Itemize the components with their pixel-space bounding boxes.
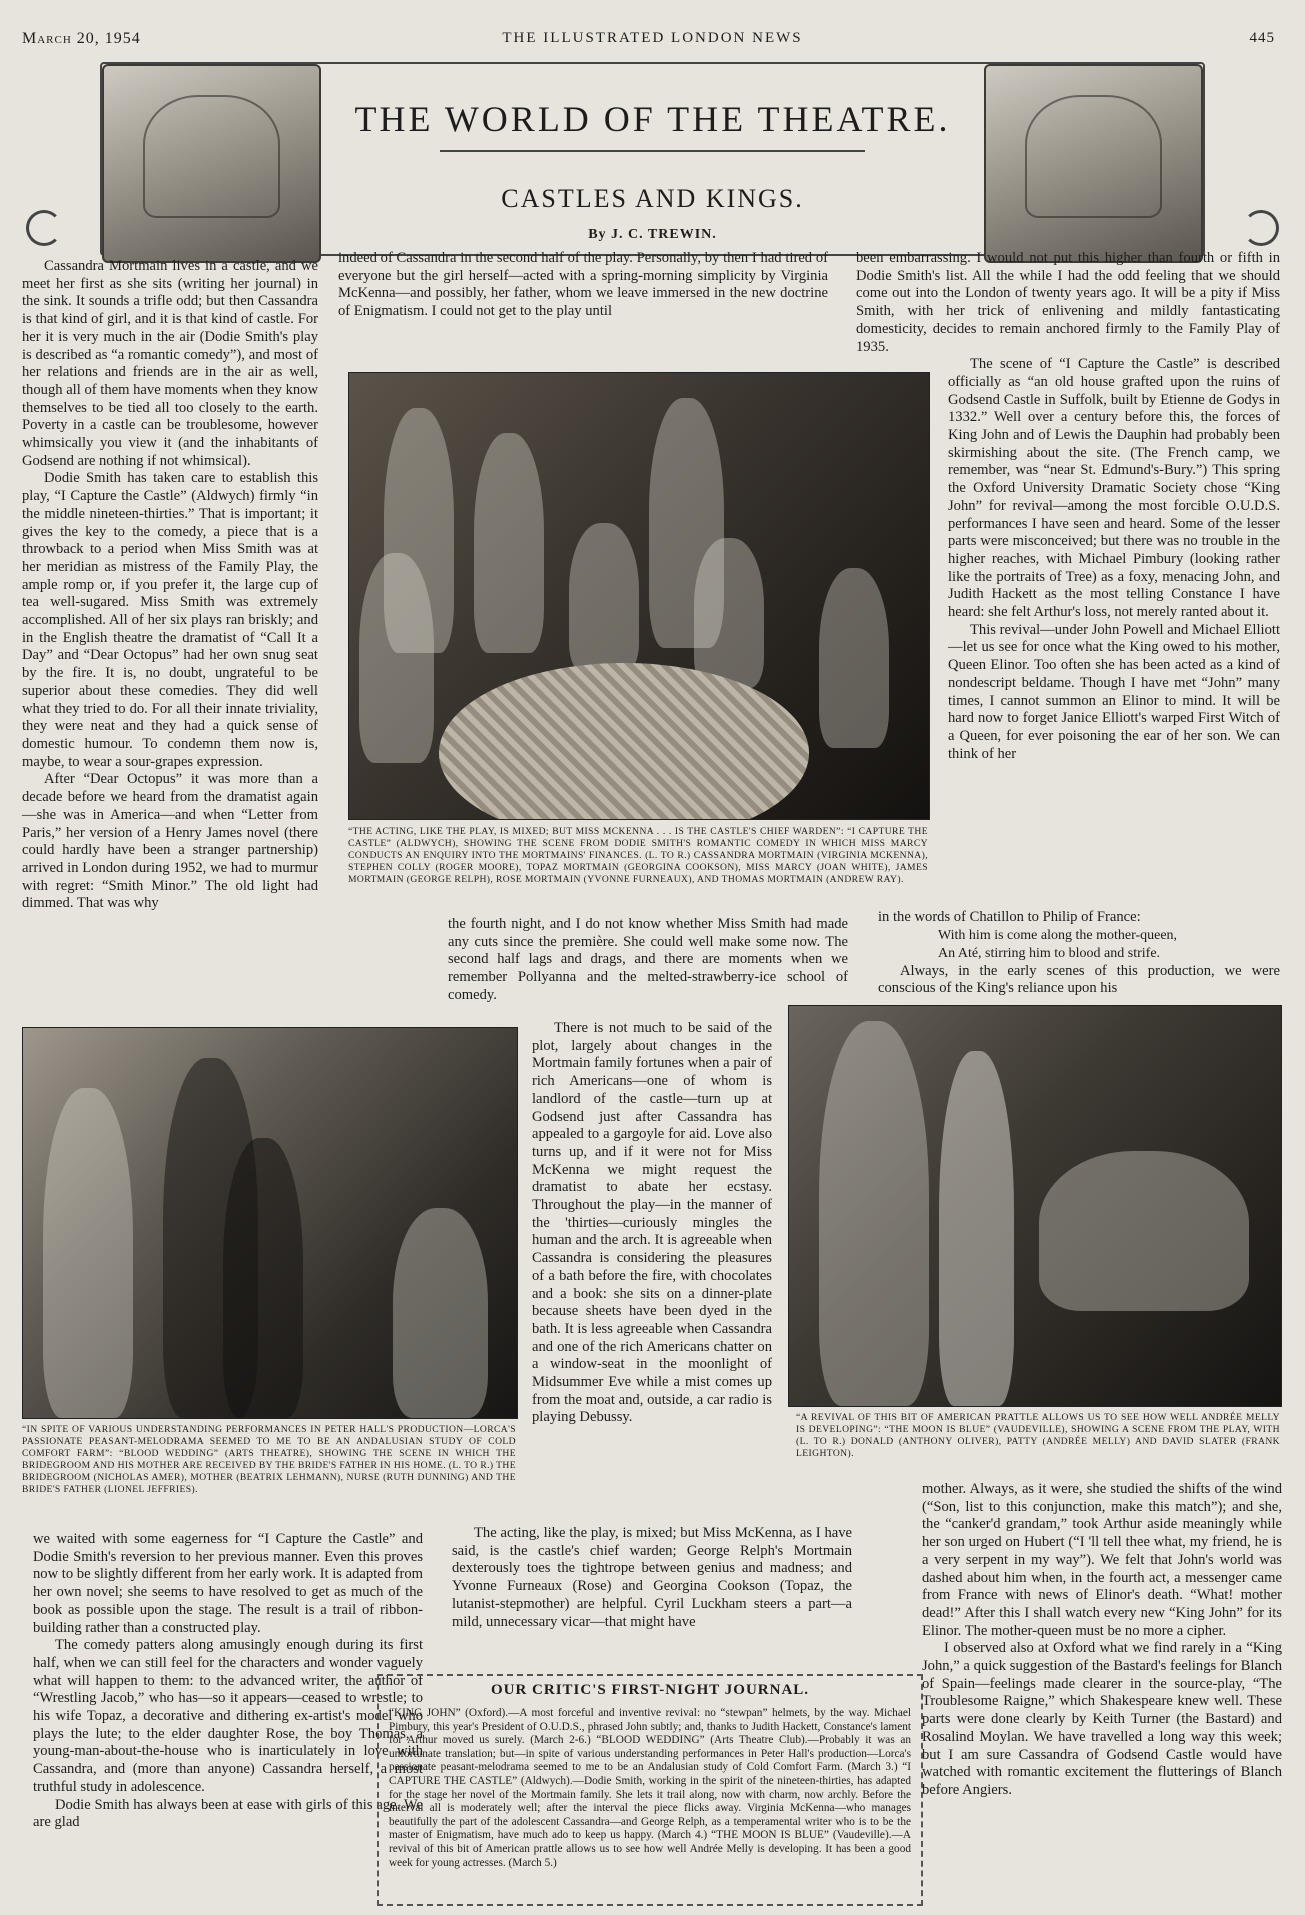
actor-figure: [819, 1021, 929, 1406]
ornamental-rule: [440, 150, 865, 152]
paragraph: After “Dear Octopus” it was more than a decade before we heard from the dramatist again—she was in America—and when “Letter from Paris,” her version of a Henry James novel (there could hardly have been a stranger partnership) arrived in London during 1952, we had to murmur with regret: “Smith Minor.” The old light had dimmed. That was why: [22, 771, 318, 912]
journal-text: “KING JOHN” (Oxford).—A most forceful and inventive revival: no “stewpan” helmets, by the way. Michael Pimbury, this year's President of O.U.D.S., phrased John subtly; and, thanks to Judith Hackett, Constance's lament for Arthur moved us surely. (March 2-6.) “BLOOD WEDDING” (Arts Theatre Club).—Probably it was an unfortunate translation; but—in spite of various understanding performances in Peter Hall's production—Lorca's passionate peasant-melodrama seemed to me to be an Andalusian study of Cold Comfort Farm. (March 3.) “I CAPTURE THE CASTLE” (Aldwych).—Dodie Smith, working in the spirit of the nineteen-thirties, has adapted for the stage her novel of the Mortmain family. She lets it trail along, now with charm, now archly. Before the interval all is moderately well; after the interval the piece flicks away. Virginia McKenna—who manages beautifully the part of the adolescent Cassandra—and George Relph, as a temperamental writer who is to be the master of Enigmatism, have much ado to keep us happy. (March 4.) “THE MOON IS BLUE” (Vaudeville).—A revival of this bit of American prattle allows us to see how well Andrée Melly is developing. It has been a good week for young actresses. (March 5.): [389, 1707, 911, 1869]
actor-figure: [393, 1208, 488, 1418]
photo-caption: “IN SPITE OF VARIOUS UNDERSTANDING PERFORMANCES IN PETER HALL'S PRODUCTION—LORCA'S PASSIONATE PEASANT-MELODRAMA SEEMED TO ME TO BE AN ANDALUSIAN STUDY OF COLD COMFORT FARM”: “BLOOD WEDDING” (ARTS THEATRE), SHOWING THE SCENE IN WHICH THE BRIDEGROOM AND HIS MOTHER ARE RECEIVED BY THE BRIDE'S FATHER IN HIS HOME. (L. TO R.) THE BRIDEGROOM (NICHOLAS AMER), MOTHER (BEATRIX LEHMANN), NURSE (RUTH DUNNING) AND THE BRIDE'S FATHER (LIONEL JEFFRIES).: [22, 1424, 516, 1495]
text-column-middle-continued: [448, 916, 848, 1005]
actor-figure: [223, 1138, 303, 1418]
article-title: CASTLES AND KINGS.: [501, 184, 804, 213]
text-column-left-top: [22, 258, 318, 913]
page-number: 445: [1249, 30, 1275, 46]
paragraph: indeed of Cassandra in the second half of the play. Personally, by then I had tired of everyone but the girl herself—acted with a spring-morning simplicity by Virginia McKenna—and possibly, her father, whom we leave immersed in the new doctrine of Enigmatism. I could not get to the play until: [338, 250, 828, 320]
paragraph: I observed also at Oxford what we find rarely in a “King John,” a quick suggestion of the Bastard's feelings for Blanch of Spain—feelings made clearer in the source-play, “The Troublesome Raigne,” which Shakespeare knew well. These parts were done clearly by Keith Turner (the Bastard) and Rosalind Moylan. We have travelled a long way this week; but I am sure Cassandra of Godsend Castle would have watched with romantic excitement the flutterings of Blanch before Angiers.: [922, 1640, 1282, 1798]
paragraph: Dodie Smith has taken care to establish this play, “I Capture the Castle” (Aldwych) firmly “in the middle nineteen-thirties.” That is important; it gives the key to the comedy, a piece that is a throwback to a period when Miss Smith was at her meridian as mistress of the Family Play, the ample romp or, if you prefer it, the large cup of tea well-sugared. Miss Smith was extremely accomplished. All of her six plays ran briskly; and in the English theatre the dramatist of “Call It a Day” and “Dear Octopus” had her own snug seat by the fire. It is, no doubt, ungrateful to be superior about these comedies. They did well what they tried to do. For all their innate triviality, they were neat and they had a quick sense of domestic humour. To condemn them now is, maybe, to wear a sour-grapes expression.: [22, 470, 318, 770]
actor-figure: [474, 433, 544, 653]
photo-i-capture-the-castle: [348, 372, 930, 820]
first-night-journal-box: [377, 1674, 923, 1906]
actor-figure: [694, 538, 764, 688]
paragraph: been embarrassing. I would not put this higher than fourth or fifth in Dodie Smith's list. All the while I had the odd feeling that we should come out into the London of twenty years ago. It will be a pity if Miss Smith, with her trick of enlivening and mildly fantasticating domesticity, decides to remain anchored firmly to the Family Play of 1935.: [856, 250, 1280, 355]
paragraph: This revival—under John Powell and Michael Elliott—let us see for once what the King owed to his mother, Queen Elinor. Too often she has been acted as a kind of nondescript beldame. Though I have met “John” many times, I cannot summon an Elinor to mind. It will be hard now to forget Janice Elliott's warped First Witch of a Queen, for ever poisoning the ear of her son. We can think of her: [948, 621, 1280, 762]
text-column-right-continued: [878, 909, 1280, 998]
text-column-bottom-middle: [452, 1525, 852, 1631]
verse-line: With him is come along the mother-queen,: [938, 927, 1178, 943]
paragraph: mother. Always, as it were, she studied the shifts of the wind (“Son, list to this conjunction, make this match”); and she, the “canker'd grandam,” took Arthur aside meaningly while her son urged on Hubert (“I 'll tell thee what, my friend, he is a very serpent in my way”). We felt that John's world was dashed about him when, in the fourth act, a messenger came from France with news of Elinor's death. “What! mother dead!” After this I shall watch every new “King John” for its Elinor. The mother-queen must be no more a cipher.: [922, 1481, 1282, 1639]
byline: By J. C. TREWIN.: [588, 227, 717, 242]
paragraph: There is not much to be said of the plot, largely about changes in the Mortmain family fortunes when a pair of rich Americans—one of whom is landlord of the castle—turn up at Godsend just after Cassandra has appealed to a gargoyle for aid. Love also turns up, and if it were not for Miss McKenna we might request the dramatist to abate her ecstasy. Throughout the play—in the manner of the 'thirties—curiously mingles the human and the arch. It is agreeable when Cassandra is considering the pleasures of a bath before the fire, with chocolates and a book: she sits on a dinner-plate because sheets have been dyed in the bath. It is less agreeable when Cassandra and one of the rich Americans chatter on a window-seat in the moonlight of Midsummer Eve while a mist comes up from the moat and, outside, a car radio is playing Debussy.: [532, 1020, 772, 1426]
issue-date: March 20, 1954: [22, 30, 141, 47]
verse-line: An Até, stirring him to blood and strife.: [938, 945, 1161, 961]
paragraph: the fourth night, and I do not know whether Miss Smith had made any cuts since the première. She could well make some now. The second half lags and drags, and there are moments when we remember Pollyanna and the melted-strawberry-ice school of comedy.: [448, 916, 848, 1003]
actor-figure: [43, 1088, 133, 1418]
paragraph: The acting, like the play, is mixed; but Miss McKenna, as I have said, is the castle's chief warden; George Relph's Mortmain dexterously toes the tightrope between genius and madness; and Yvonne Furneaux (Rose) and Georgina Cookson (Topaz, the lutanist-stepmother) are helpful. Cyril Luckham steers a part—a mild, unnecessary vicar—that might have: [452, 1525, 852, 1630]
photo-caption: “A REVIVAL OF THIS BIT OF AMERICAN PRATTLE ALLOWS US TO SEE HOW WELL ANDRÉE MELLY IS DEVELOPING”: “THE MOON IS BLUE” (VAUDEVILLE), SHOWING A SCENE FROM THE PLAY, WITH (L. TO R.) DONALD (ANTHONY OLIVER), PATTY (ANDRÉE MELLY) AND DAVID SLATER (FRANK LEIGHTON).: [796, 1412, 1280, 1459]
actor-figure: [569, 523, 639, 673]
paragraph: Cassandra Mortmain lives in a castle, and we meet her first as she sits (writing her journal) in the sink. It sounds a trifle odd; but then Cassandra is that kind of girl, and it is that kind of castle. For her it is very much in the air (Dodie Smith's play is described as “a romantic comedy”), and most of her relations and friends are in the air as well, though all of them have moments when they know themselves to be tied all too closely to the earth. Poverty in a castle can be troublesome, however whimsically you view it (and the inhabitants of Godsend are nothing if not whimsical).: [22, 258, 318, 469]
actor-figure: [939, 1051, 1014, 1406]
paragraph: The scene of “I Capture the Castle” is described officially as “an old house grafted upon the ruins of Godsend Castle in Suffolk, built by Etienne de Godys in 1332.” Well over a century before this, the forces of King John and of Lewis the Dauphin had probably been skirmishing about the site. (The French camp, we remember, was “near St. Edmund's-Bury.”) This spring the Oxford University Dramatic Society chose “King John” for revival—among the most forcible O.U.D.S. performances I have seen and heard. Some of the lesser parts were misconceived; but there was no trouble in the higher reaches, with Michael Pimbury (looking rather like the portraits of Tree) as a foxy, menacing John, and Judith Hackett as the most telling Constance I have heard: she felt Arthur's loss, not merely ranted about it.: [948, 356, 1280, 621]
photo-caption: “THE ACTING, LIKE THE PLAY, IS MIXED; BUT MISS MCKENNA . . . IS THE CASTLE'S CHIEF WARDEN”: “I CAPTURE THE CASTLE” (ALDWYCH), SHOWING THE SCENE FROM DODIE SMITH'S ROMANTIC COMEDY IN WHICH MISS MARCY CONDUCTS AN ENQUIRY INTO THE MORTMAINS' FINANCES. (L. TO R.) CASSANDRA MORTMAIN (VIRGINIA MCKENNA), STEPHEN COLLY (ROGER MOORE), TOPAZ MORTMAIN (GEORGINA COOKSON), MISS MARCY (JOAN WHITE), JAMES MORTMAIN (GEORGE RELPH), ROSE MORTMAIN (YVONNE FURNEAUX), AND THOMAS MORTMAIN (ANDREW RAY).: [348, 826, 928, 885]
paragraph: The comedy patters along amusingly enough during its first half, when we can still feel for the characters and wonder vaguely what will happen to them: to the advanced writer, the author of “Wrestling Jacob,” who has—so it appears—ceased to wrestle; to his wife Topaz, a decorative and dithering ex-artist's model who plays the lute; to the elder daughter Rose, the boy Thomas, a young-man-about-the-house who is inarticulately in love with Cassandra, and (more than anyone) Cassandra herself, a most truthful study in adolescence.: [33, 1637, 423, 1795]
text-column-bottom-right: [922, 1481, 1282, 1800]
actor-figure: [359, 553, 434, 763]
text-column-center: [532, 1020, 772, 1427]
photo-the-moon-is-blue: [788, 1005, 1282, 1407]
paragraph: Always, in the early scenes of this production, we were conscious of the King's reliance upon his: [878, 962, 1280, 997]
paragraph: Dodie Smith has always been at ease with girls of this age. We are glad: [33, 1796, 423, 1831]
photo-blood-wedding: [22, 1027, 518, 1419]
journal-heading: OUR CRITIC'S FIRST-NIGHT JOURNAL.: [490, 1682, 810, 1698]
magazine-name: THE ILLUSTRATED LONDON NEWS: [502, 30, 803, 46]
page-title: THE WORLD OF THE THEATRE.: [354, 99, 951, 139]
actor-figure: [1039, 1151, 1249, 1311]
text-column-middle-top: [338, 250, 828, 321]
paragraph: we waited with some eagerness for “I Capture the Castle” and Dodie Smith's reversion to her previous manner. Even this proves now to be slightly different from her early work. It is adapted from her own novel; she seems to have resolved to get as much of the book as possible upon the stage. The result is a trail of ribbon-building rather than a constructed play.: [33, 1531, 424, 1636]
title-banner: [40, 62, 1265, 262]
text-column-bottom-left: [33, 1531, 423, 1832]
paragraph: in the words of Chatillon to Philip of France:: [878, 909, 1141, 925]
actor-figure: [819, 568, 889, 748]
